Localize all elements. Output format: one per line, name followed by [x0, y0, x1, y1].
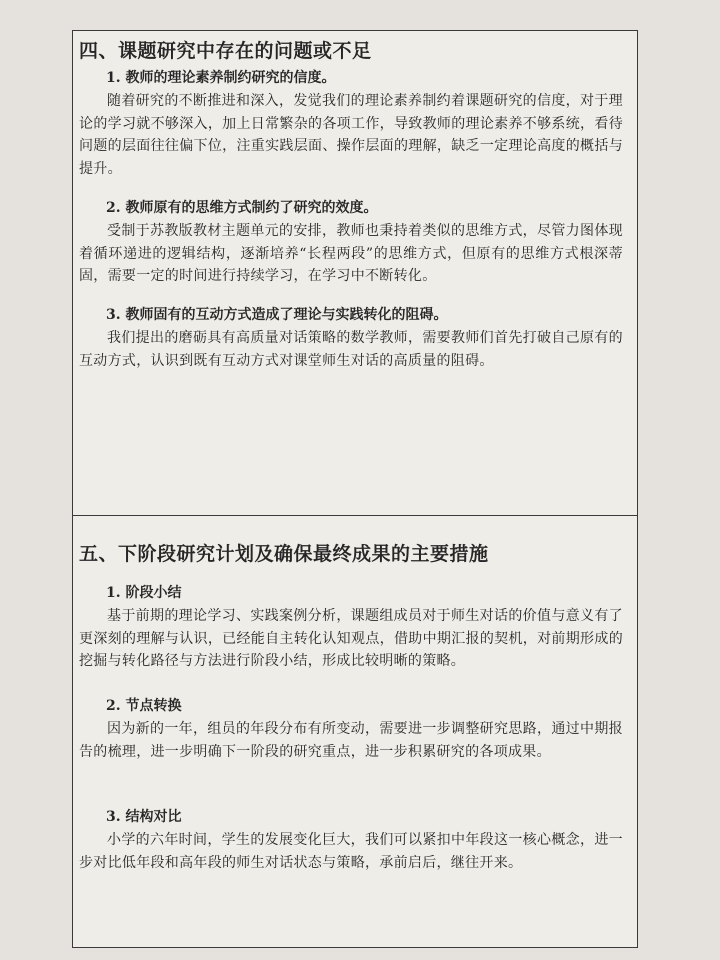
item-text: 基于前期的理论学习、实践案例分析，课题组成员对于师生对话的价值与意义有了更深刻的理解与认识，已经能自主转化认知观点，借助中期汇报的契机，对前期形成的挖掘与转化路径与方法进行阶段小结，形成比较明晰的策略。 — [79, 608, 623, 669]
item-title: 2. 教师原有的思维方式制约了研究的效度。 — [106, 200, 378, 216]
section-heading: 五、下阶段研究计划及确保最终成果的主要措施 — [79, 543, 489, 565]
section-plan — [73, 516, 637, 947]
section-heading: 四、课题研究中存在的问题或不足 — [79, 40, 372, 62]
list-item — [73, 806, 637, 874]
list-item — [73, 695, 637, 763]
item-text: 小学的六年时间，学生的发展变化巨大，我们可以紧扣中年段这一核心概念，进一步对比低年段和高年段的师生对话状态与策略，承前启后，继往开来。 — [79, 832, 623, 871]
item-text: 随着研究的不断推进和深入，发觉我们的理论素养制约着课题研究的信度，对于理论的学习就不够深入，加上日常繁杂的各项工作，导致教师的理论素养不够系统，看待问题的层面往往偏下位，注重实践层面、操作层面的理解，缺乏一定理论高度的概括与提升。 — [79, 93, 623, 177]
item-title: 1. 阶段小结 — [106, 585, 182, 601]
list-item — [73, 197, 637, 288]
item-title: 2. 节点转换 — [106, 698, 182, 714]
item-text: 受制于苏教版教材主题单元的安排，教师也秉持着类似的思维方式，尽管力图体现着循环递进的逻辑结构，逐渐培养“长程两段”的思维方式，但原有的思维方式根深蒂固，需要一定的时间进行持续学习，在学习中不断转化。 — [79, 223, 623, 284]
item-text: 因为新的一年，组员的年段分布有所变动，需要进一步调整研究思路，通过中期报告的梳理，进一步明确下一阶段的研究重点，进一步积累研究的各项成果。 — [79, 721, 623, 760]
report-page — [72, 30, 638, 948]
item-text: 我们提出的磨砺具有高质量对话策略的数学教师，需要教师们首先打破自己原有的互动方式，认识到既有互动方式对课堂师生对话的高质量的阻碍。 — [79, 330, 623, 369]
item-title: 1. 教师的理论素养制约研究的信度。 — [106, 70, 336, 86]
item-title: 3. 结构对比 — [106, 809, 182, 825]
section-problems — [73, 31, 637, 516]
list-item — [73, 582, 637, 673]
list-item — [73, 304, 637, 372]
list-item — [73, 67, 637, 180]
item-title: 3. 教师固有的互动方式造成了理论与实践转化的阻碍。 — [106, 307, 448, 323]
